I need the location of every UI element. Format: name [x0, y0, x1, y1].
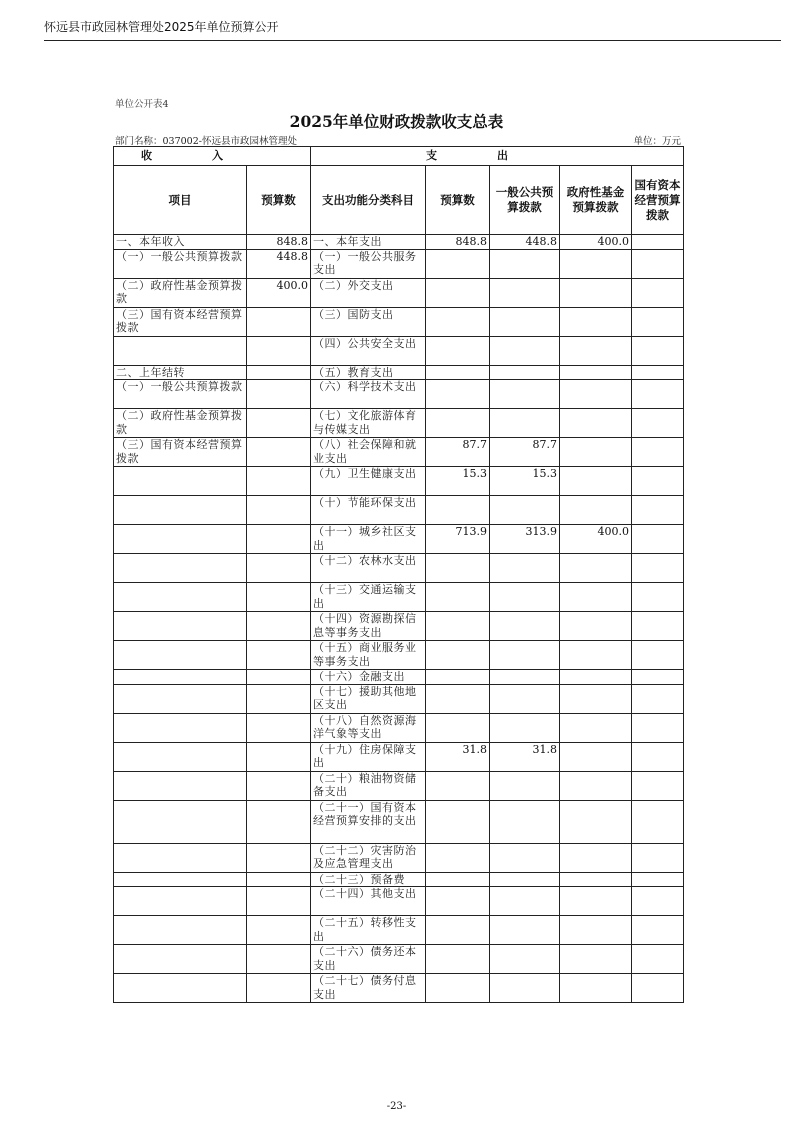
table-row — [114, 872, 684, 887]
table-row — [114, 380, 684, 409]
cell-gov-fund — [560, 438, 632, 467]
cell-gov-fund — [560, 872, 632, 887]
cell-expense-item: （十五）商业服务业等事务支出 — [311, 641, 426, 670]
cell-income-amount — [247, 916, 311, 945]
cell-general-budget — [490, 843, 560, 872]
cell-state-capital — [632, 974, 684, 1003]
cell-expense-item: （二十六）债务还本支出 — [311, 945, 426, 974]
cell-general-budget — [490, 554, 560, 583]
table-row — [114, 887, 684, 916]
cell-state-capital — [632, 278, 684, 307]
cell-income-amount — [247, 945, 311, 974]
cell-expense-amount: 848.8 — [426, 235, 490, 250]
cell-gov-fund — [560, 583, 632, 612]
cell-expense-item: （二）外交支出 — [311, 278, 426, 307]
cell-state-capital — [632, 438, 684, 467]
cell-state-capital — [632, 945, 684, 974]
col-state-capital: 国有资本经营预算拨款 — [632, 166, 684, 235]
cell-general-budget: 448.8 — [490, 235, 560, 250]
cell-income-amount — [247, 307, 311, 336]
table-number: 单位公开表4 — [115, 99, 169, 110]
table-row — [114, 742, 684, 771]
cell-general-budget — [490, 365, 560, 380]
cell-expense-amount — [426, 684, 490, 713]
cell-income-item — [114, 684, 247, 713]
cell-state-capital — [632, 684, 684, 713]
cell-gov-fund — [560, 713, 632, 742]
col-gov-fund: 政府性基金预算拨款 — [560, 166, 632, 235]
cell-general-budget — [490, 336, 560, 365]
cell-state-capital — [632, 249, 684, 278]
cell-income-item — [114, 887, 247, 916]
cell-expense-amount — [426, 872, 490, 887]
page-number: -23- — [386, 1101, 407, 1112]
cell-expense-item: （十三）交通运输支出 — [311, 583, 426, 612]
cell-gov-fund — [560, 554, 632, 583]
table-row — [114, 843, 684, 872]
cell-income-item — [114, 496, 247, 525]
col-income-item: 项目 — [114, 166, 247, 235]
group-header-row — [114, 147, 684, 166]
cell-income-amount — [247, 365, 311, 380]
cell-general-budget — [490, 974, 560, 1003]
cell-state-capital — [632, 641, 684, 670]
cell-state-capital — [632, 742, 684, 771]
cell-expense-item: （八）社会保障和就业支出 — [311, 438, 426, 467]
cell-income-item: （三）国有资本经营预算拨款 — [114, 307, 247, 336]
table-row — [114, 496, 684, 525]
table-row — [114, 684, 684, 713]
cell-income-amount — [247, 771, 311, 800]
cell-state-capital — [632, 771, 684, 800]
cell-expense-item: （一）一般公共服务支出 — [311, 249, 426, 278]
cell-expense-amount: 31.8 — [426, 742, 490, 771]
table-row — [114, 974, 684, 1003]
cell-general-budget — [490, 771, 560, 800]
cell-gov-fund — [560, 641, 632, 670]
cell-expense-amount — [426, 612, 490, 641]
cell-state-capital — [632, 612, 684, 641]
cell-expense-amount — [426, 771, 490, 800]
column-header-row — [114, 166, 684, 235]
col-expense-item: 支出功能分类科目 — [311, 166, 426, 235]
cell-income-amount — [247, 380, 311, 409]
table-row — [114, 438, 684, 467]
cell-income-item: 二、上年结转 — [114, 365, 247, 380]
cell-income-item — [114, 916, 247, 945]
cell-income-item — [114, 872, 247, 887]
cell-income-item — [114, 800, 247, 843]
cell-gov-fund: 400.0 — [560, 235, 632, 250]
cell-expense-amount — [426, 800, 490, 843]
cell-general-budget: 87.7 — [490, 438, 560, 467]
table-row — [114, 307, 684, 336]
cell-gov-fund — [560, 771, 632, 800]
cell-state-capital — [632, 380, 684, 409]
cell-state-capital — [632, 800, 684, 843]
cell-state-capital — [632, 525, 684, 554]
cell-income-amount — [247, 887, 311, 916]
cell-expense-item: （六）科学技术支出 — [311, 380, 426, 409]
table-row — [114, 771, 684, 800]
cell-general-budget — [490, 307, 560, 336]
cell-expense-amount — [426, 945, 490, 974]
cell-expense-amount: 713.9 — [426, 525, 490, 554]
cell-expense-amount — [426, 713, 490, 742]
cell-gov-fund — [560, 684, 632, 713]
cell-state-capital — [632, 916, 684, 945]
col-income-amount: 预算数 — [247, 166, 311, 235]
cell-general-budget — [490, 612, 560, 641]
table-row — [114, 641, 684, 670]
cell-expense-amount — [426, 974, 490, 1003]
cell-expense-item: （十一）城乡社区支出 — [311, 525, 426, 554]
cell-state-capital — [632, 365, 684, 380]
cell-expense-item: 一、本年支出 — [311, 235, 426, 250]
cell-income-item: （二）政府性基金预算拨款 — [114, 409, 247, 438]
cell-income-item — [114, 771, 247, 800]
cell-income-amount — [247, 684, 311, 713]
col-expense-amount: 预算数 — [426, 166, 490, 235]
cell-expense-amount — [426, 365, 490, 380]
cell-income-amount — [247, 583, 311, 612]
cell-general-budget — [490, 496, 560, 525]
cell-expense-amount: 15.3 — [426, 467, 490, 496]
cell-expense-amount — [426, 916, 490, 945]
cell-income-item: （一）一般公共预算拨款 — [114, 249, 247, 278]
cell-income-item — [114, 583, 247, 612]
cell-income-amount — [247, 438, 311, 467]
cell-income-item: 一、本年收入 — [114, 235, 247, 250]
cell-expense-amount — [426, 843, 490, 872]
cell-gov-fund — [560, 800, 632, 843]
cell-general-budget — [490, 380, 560, 409]
cell-gov-fund — [560, 843, 632, 872]
cell-gov-fund — [560, 887, 632, 916]
cell-gov-fund — [560, 612, 632, 641]
table-row — [114, 554, 684, 583]
cell-income-item — [114, 336, 247, 365]
cell-general-budget — [490, 249, 560, 278]
cell-income-item: （二）政府性基金预算拨款 — [114, 278, 247, 307]
cell-income-amount — [247, 525, 311, 554]
cell-expense-amount — [426, 409, 490, 438]
cell-expense-item: （二十三）预备费 — [311, 872, 426, 887]
cell-income-item — [114, 742, 247, 771]
cell-expense-item: （五）教育支出 — [311, 365, 426, 380]
cell-income-item — [114, 713, 247, 742]
cell-income-amount — [247, 467, 311, 496]
cell-income-amount: 848.8 — [247, 235, 311, 250]
table-row — [114, 800, 684, 843]
cell-expense-amount — [426, 249, 490, 278]
cell-expense-item: （二十四）其他支出 — [311, 887, 426, 916]
cell-state-capital — [632, 467, 684, 496]
cell-income-amount — [247, 872, 311, 887]
cell-income-amount — [247, 974, 311, 1003]
cell-expense-item: （二十七）债务付息支出 — [311, 974, 426, 1003]
cell-expense-item: （二十）粮油物资储备支出 — [311, 771, 426, 800]
cell-general-budget — [490, 641, 560, 670]
col-general-budget: 一般公共预算拨款 — [490, 166, 560, 235]
cell-expense-item: （十六）金融支出 — [311, 670, 426, 685]
cell-income-item — [114, 670, 247, 685]
cell-general-budget — [490, 670, 560, 685]
cell-income-amount — [247, 800, 311, 843]
cell-income-item — [114, 467, 247, 496]
cell-general-budget — [490, 713, 560, 742]
cell-expense-item: （十）节能环保支出 — [311, 496, 426, 525]
cell-income-item — [114, 612, 247, 641]
cell-income-item — [114, 525, 247, 554]
cell-state-capital — [632, 307, 684, 336]
running-header: 怀远县市政园林管理处2025年单位预算公开 — [44, 20, 279, 34]
table-row — [114, 235, 684, 250]
cell-expense-item: （三）国防支出 — [311, 307, 426, 336]
cell-gov-fund — [560, 742, 632, 771]
cell-expense-item: （十八）自然资源海洋气象等支出 — [311, 713, 426, 742]
cell-income-amount: 448.8 — [247, 249, 311, 278]
cell-expense-item: （十七）援助其他地区支出 — [311, 684, 426, 713]
table-row — [114, 670, 684, 685]
cell-expense-item: （十二）农林水支出 — [311, 554, 426, 583]
cell-state-capital — [632, 670, 684, 685]
cell-expense-amount — [426, 554, 490, 583]
cell-expense-amount — [426, 278, 490, 307]
cell-general-budget — [490, 278, 560, 307]
cell-gov-fund — [560, 945, 632, 974]
table-row — [114, 336, 684, 365]
table-row — [114, 583, 684, 612]
cell-expense-item: （二十二）灾害防治及应急管理支出 — [311, 843, 426, 872]
cell-general-budget — [490, 684, 560, 713]
table-row — [114, 365, 684, 380]
cell-general-budget — [490, 409, 560, 438]
table-row — [114, 467, 684, 496]
table-row — [114, 278, 684, 307]
cell-expense-amount — [426, 583, 490, 612]
cell-general-budget: 15.3 — [490, 467, 560, 496]
cell-income-item — [114, 974, 247, 1003]
table-row — [114, 612, 684, 641]
cell-expense-item: （四）公共安全支出 — [311, 336, 426, 365]
cell-income-amount — [247, 496, 311, 525]
cell-general-budget — [490, 800, 560, 843]
cell-expense-amount: 87.7 — [426, 438, 490, 467]
cell-general-budget — [490, 916, 560, 945]
budget-table — [113, 146, 684, 1003]
cell-income-amount — [247, 641, 311, 670]
cell-expense-amount — [426, 336, 490, 365]
cell-state-capital — [632, 409, 684, 438]
cell-gov-fund — [560, 365, 632, 380]
header-rule — [44, 40, 781, 41]
cell-expense-item: （二十五）转移性支出 — [311, 916, 426, 945]
cell-income-item — [114, 945, 247, 974]
cell-gov-fund — [560, 916, 632, 945]
cell-general-budget: 31.8 — [490, 742, 560, 771]
cell-general-budget: 313.9 — [490, 525, 560, 554]
unit-label: 单位：万元 — [633, 136, 681, 147]
expense-group-header: 支出 — [311, 147, 684, 166]
cell-income-amount — [247, 336, 311, 365]
cell-general-budget — [490, 887, 560, 916]
cell-gov-fund — [560, 380, 632, 409]
income-group-header: 收入 — [114, 147, 311, 166]
cell-state-capital — [632, 583, 684, 612]
cell-state-capital — [632, 336, 684, 365]
cell-gov-fund — [560, 409, 632, 438]
cell-gov-fund — [560, 278, 632, 307]
cell-income-item — [114, 554, 247, 583]
department-name: 部门名称：037002-怀远县市政园林管理处 — [115, 136, 297, 147]
table-row — [114, 945, 684, 974]
cell-income-amount — [247, 409, 311, 438]
cell-gov-fund — [560, 496, 632, 525]
cell-gov-fund — [560, 467, 632, 496]
table-row — [114, 409, 684, 438]
cell-expense-amount — [426, 496, 490, 525]
cell-expense-amount — [426, 887, 490, 916]
cell-state-capital — [632, 496, 684, 525]
cell-general-budget — [490, 872, 560, 887]
cell-expense-amount — [426, 670, 490, 685]
cell-gov-fund — [560, 336, 632, 365]
cell-income-item — [114, 843, 247, 872]
cell-state-capital — [632, 843, 684, 872]
cell-expense-item: （二十一）国有资本经营预算安排的支出 — [311, 800, 426, 843]
cell-expense-amount — [426, 641, 490, 670]
table-row — [114, 249, 684, 278]
report-title: 2025年单位财政拨款收支总表 — [289, 112, 504, 131]
cell-state-capital — [632, 887, 684, 916]
table-row — [114, 916, 684, 945]
cell-income-amount — [247, 843, 311, 872]
cell-expense-item: （十九）住房保障支出 — [311, 742, 426, 771]
cell-income-amount: 400.0 — [247, 278, 311, 307]
cell-expense-amount — [426, 307, 490, 336]
cell-income-amount — [247, 612, 311, 641]
cell-gov-fund: 400.0 — [560, 525, 632, 554]
cell-gov-fund — [560, 670, 632, 685]
cell-expense-amount — [426, 380, 490, 409]
cell-state-capital — [632, 872, 684, 887]
cell-income-item: （一）一般公共预算拨款 — [114, 380, 247, 409]
cell-income-amount — [247, 742, 311, 771]
cell-state-capital — [632, 554, 684, 583]
cell-general-budget — [490, 583, 560, 612]
cell-general-budget — [490, 945, 560, 974]
cell-income-amount — [247, 713, 311, 742]
table-row — [114, 525, 684, 554]
cell-gov-fund — [560, 249, 632, 278]
cell-state-capital — [632, 235, 684, 250]
cell-state-capital — [632, 713, 684, 742]
cell-gov-fund — [560, 307, 632, 336]
cell-expense-item: （七）文化旅游体育与传媒支出 — [311, 409, 426, 438]
table-row — [114, 713, 684, 742]
table-body — [114, 235, 684, 1003]
cell-income-item: （三）国有资本经营预算拨款 — [114, 438, 247, 467]
cell-income-amount — [247, 554, 311, 583]
cell-expense-item: （十四）资源勘探信息等事务支出 — [311, 612, 426, 641]
cell-gov-fund — [560, 974, 632, 1003]
cell-expense-item: （九）卫生健康支出 — [311, 467, 426, 496]
cell-income-amount — [247, 670, 311, 685]
cell-income-item — [114, 641, 247, 670]
